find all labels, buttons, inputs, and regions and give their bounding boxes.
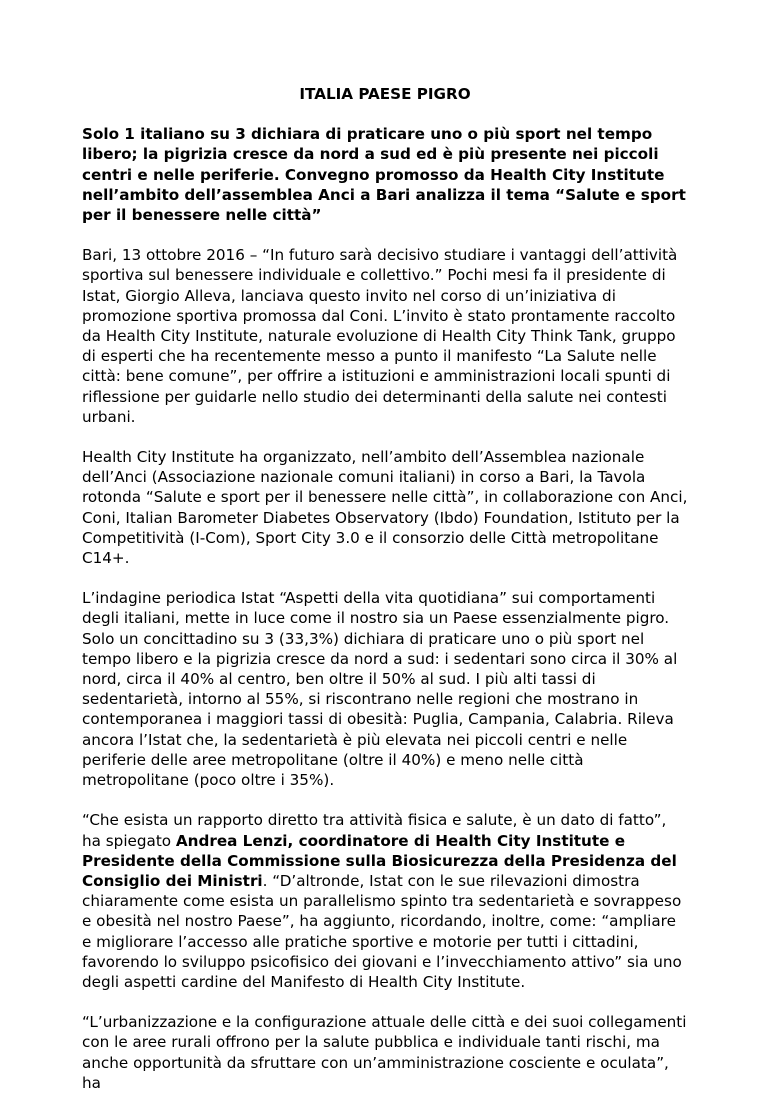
paragraph-2: Health City Institute ha organizzato, nell’ambito dell’Assemblea nazionale dell’Anci (Associazione nazionale comuni italiani) in corso a Bari, la Tavola rotonda “Salute e sport per il benessere nelle città”, in collaborazione con Anci, Coni, Italian Barometer Diabetes Observatory (Ibdo) Foundation, Istituto per la Competitività (I-Com), Sport City 3.0 e il consorzio delle Città metropolitane C14+. — [82, 448, 688, 568]
paragraph-4-start: “Che esista un rapporto diretto tra attività fisica e salute, è un dato di fatto”, ha spiegato — [82, 811, 667, 850]
paragraph-4-speaker: Andrea Lenzi, coordinatore di Health City Institute e Presidente della Commissione sulla Biosicurezza della Presidenza del Consiglio dei Ministri — [82, 831, 677, 890]
paragraph-4-end: . “D’altronde, Istat con le sue rilevazioni dimostra chiaramente come esista un parallelismo spinto tra sedentarietà e sovrappeso e obesità nel nostro Paese”, ha aggiunto, ricordando, inoltre, come: “ampliare e migliorare l’accesso alle pratiche sportive e motorie per tutti i cittadini, favorendo lo sviluppo psicofisico dei giovani e l’invecchiamento attivo” sia uno degli aspetti cardine del Manifesto di Health City Institute. — [82, 871, 682, 991]
paragraph-5: “L’urbanizzazione e la configurazione attuale delle città e dei suoi collegamenti con le aree rurali offrono per la salute pubblica e individuale tanti rischi, ma anche opportunità da sfruttare con un’amministrazione cosciente e oculata”, ha — [82, 1013, 687, 1092]
paragraph-3: L’indagine periodica Istat “Aspetti della vita quotidiana” sui comportamenti degli italiani, mette in luce come il nostro sia un Paese essenzialmente pigro. Solo un concittadino su 3 (33,3%) dichiara di praticare uno o più sport nel tempo libero e la pigrizia cresce da nord a sud: i sedentari sono circa il 30% al nord, circa il 40% al centro, ben oltre il 50% al sud. I più alti tassi di sedentarietà, intorno al 55%, si riscontrano nelle regioni che mostrano in contemporanea i maggiori tassi di obesità: Puglia, Campania, Calabria. Rileva ancora l’Istat che, la sedentarietà è più elevata nei piccoli centri e nelle periferie delle aree metropolitane (oltre il 40%) e meno nelle città metropolitane (poco oltre i 35%). — [82, 589, 678, 790]
paragraph-1: Bari, 13 ottobre 2016 – “In futuro sarà decisivo studiare i vantaggi dell’attività sportiva sul benessere individuale e collettivo.” Pochi mesi fa il presidente di Istat, Giorgio Alleva, lanciava questo invito nel corso di un’iniziativa di promozione sportiva promossa dal Coni. L’invito è stato prontamente raccolto da Health City Institute, naturale evoluzione di Health City Think Tank, gruppo di esperti che ha recentemente messo a punto il manifesto “La Salute nelle città: bene comune”, per offrire a istituzioni e amministrazioni locali spunti di riflessione per guidarle nello studio dei determinanti della salute nei contesti urbani. — [82, 246, 678, 426]
document-subtitle: Solo 1 italiano su 3 dichiara di praticare uno o più sport nel tempo libero; la pigrizia cresce da nord a sud ed è più presente nei piccoli centri e nelle periferie. Convegno promosso da Health City Institute nell’ambito dell’assemblea Anci a Bari analizza il tema “Salute e sport per il benessere nelle città” — [82, 125, 686, 225]
document-title: ITALIA PAESE PIGRO — [299, 85, 471, 103]
document-page — [82, 84, 688, 1113]
paragraph-4 — [82, 810, 688, 992]
